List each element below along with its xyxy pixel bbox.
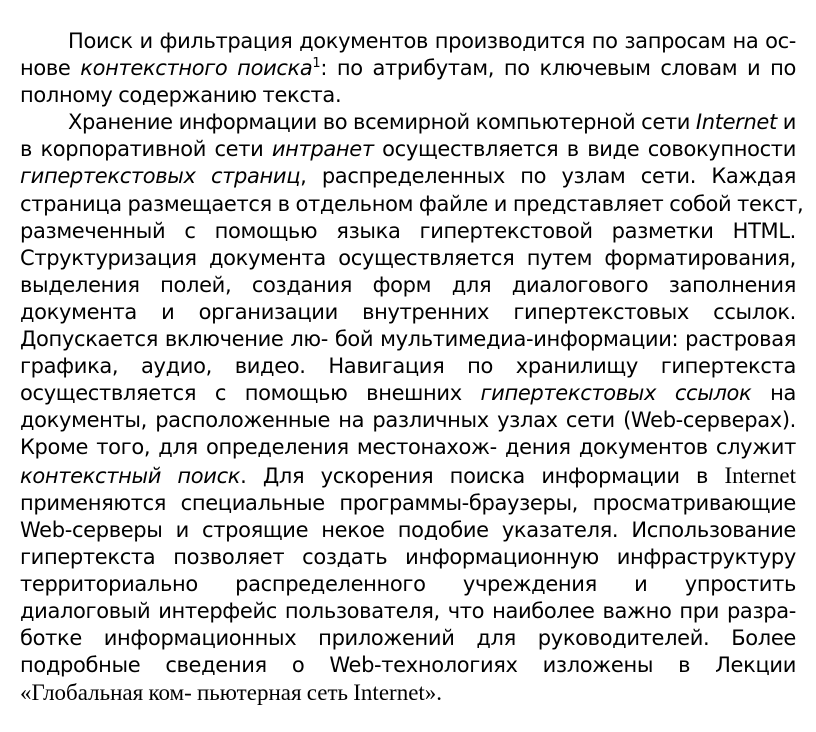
text-line: гипертекста позволяет создать информационную инфраструктуру (20, 544, 796, 569)
document-body (20, 28, 804, 707)
emphasized-term: интранет (271, 137, 374, 162)
text-line: полному содержанию текста. (20, 83, 342, 108)
text-line: Хранение информации во всемирной компьютерной сети Internet и (68, 110, 797, 135)
text-line: ботке информационных приложений для руководителей. Более (20, 626, 796, 651)
text-line: графика, аудио, видео. Навигация по хранилищу гипертекста (20, 354, 796, 379)
emphasized-term: гипертекстовых страниц (20, 164, 301, 189)
text-line: выделения полей, создания форм для диалогового заполнения (20, 272, 796, 297)
emphasized-term: контекстный поиск (20, 463, 241, 488)
emphasized-term: Internet (695, 110, 777, 135)
text-line: подробные сведения о Web-технологиях изложены в Лекции (20, 653, 796, 678)
text-line: диалоговый интерфейс пользователя, что наиболее важно при разра- (20, 598, 796, 623)
text-line: документа и организации внутренних гипертекстовых ссылок. (20, 299, 796, 324)
serif-text: «Глобальная ком- пьютерная сеть Internet». (20, 680, 443, 706)
paragraph-2 (20, 109, 804, 707)
paragraph-1 (20, 28, 796, 109)
text-line: осуществляется с помощью внешних гипертекстовых ссылок на (20, 381, 796, 406)
text-line: гипертекстовых страниц, распределенных по узлам сети. Каждая (20, 164, 796, 189)
text-line: страница размещается в отдельном файле и представляет собой текст, (20, 191, 804, 216)
emphasized-term: гипертекстовых ссылок (480, 381, 752, 406)
text-line: территориально распределенного учреждения и упростить (20, 571, 796, 596)
text-line: нове контекстного поиска$^1$: по атрибутам, по ключевым словам и по (20, 56, 796, 81)
emphasized-term: контекстного поиска (80, 56, 313, 81)
text-line: размеченный с помощью языка гипертекстовой разметки HTML. (20, 218, 796, 243)
footnote-marker: 1 (312, 56, 321, 72)
text-line: Структуризация документа осуществляется путем форматирования, (20, 245, 796, 270)
text-line: документы, расположенные на различных узлах сети (Web-серверах). (20, 408, 796, 433)
text-line: в корпоративной сети интранет осуществляется в виде совокупности (20, 137, 796, 162)
text-line: Поиск и фильтрация документов производится по запросам на ос- (68, 29, 796, 53)
text-line (20, 679, 796, 707)
text-line: Кроме того, для определения местонахож- дения документов служит (20, 435, 796, 460)
text-line: применяются специальные программы-браузеры, просматривающие (20, 490, 796, 515)
text-line: Web-серверы и строящие некое подобие указателя. Использование (20, 517, 796, 542)
text-line: Допускается включение лю- бой мультимедиа-информации: растровая (20, 327, 796, 352)
text-line: контекстный поиск. Для ускорения поиска информации в Internet (20, 462, 796, 488)
serif-text: Internet (724, 462, 796, 488)
